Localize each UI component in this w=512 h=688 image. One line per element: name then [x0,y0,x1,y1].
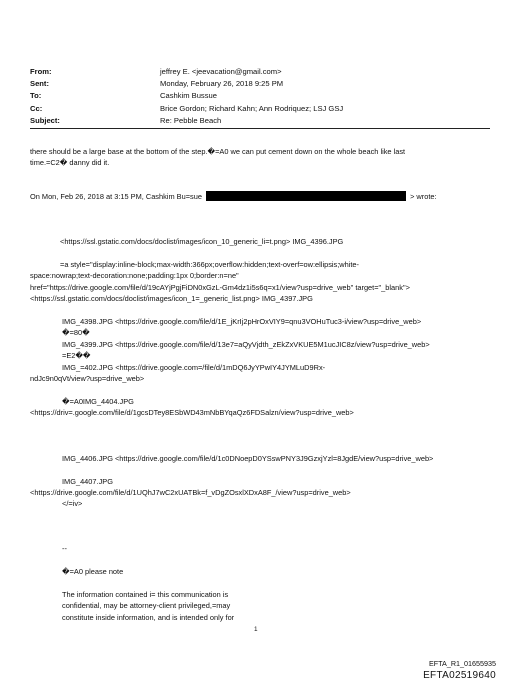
cc-value: Brice Gordon; Richard Kahn; Ann Rodriquez; LSJ GSJ [160,103,344,113]
confidential-line-2: confidential, may be attorney-client privileged,=may [62,601,231,611]
encoded-80-line: �=80� [62,328,90,338]
from-label: From: [30,67,52,76]
cc-row [30,103,490,115]
subject-row [30,115,490,127]
please-note-block [62,566,123,577]
closing-tag: </=iv> [62,499,83,508]
style-line-3: href="https://drive.google.com/file/d/19cAYjPgjFiDN0xGzL-Gm4dz1i5s6q=x1/view?usp=drive_web" target="_blank"> [30,282,410,292]
sent-label: Sent: [30,79,49,89]
to-row [30,90,490,102]
img-4404-block [62,396,134,407]
quoted-style-block [30,259,410,305]
link-icon-img-4396: <https://ssl.gstatic.com/docs/doclist/images/icon_10_generic_li=t.png> IMG_4396.JPG [60,237,344,246]
quoted-images-block [62,316,430,373]
img-4406-block [62,453,433,464]
confidentiality-notice [62,589,234,623]
reply-intro-suffix: > wrote: [410,192,437,201]
reply-intro-text: On Mon, Feb 26, 2018 at 3:15 PM, Cashkim Bu=sue [30,192,202,201]
from-value: jeffrey E. <jeevacation@gmail.com> [160,67,282,76]
confidential-line-3: constitute inside information, and is intended only for [62,612,235,622]
encoded-e2-line: =E2�� [62,351,91,361]
please-note: �=A0 please note [62,567,124,576]
img-4404-title: �=A0IMG_4404.JPG [62,397,134,406]
img-402-line-2: ndJc9n0qVt/view?usp=drive_web> [30,374,145,383]
email-header [30,66,490,127]
subject-value: Re: Pebble Beach [160,115,222,125]
img-4404-link-block [30,407,354,418]
bates-number-large: EFTA02519640 [423,670,496,681]
message-body [30,146,405,169]
cc-label: Cc: [30,103,43,113]
sent-row [30,78,490,90]
subject-label: Subject: [30,115,60,125]
style-line-1: =a style="display:inline-block;max-width:366px;overflow:hidden;text-overf=ow:ellipsis;white- [60,260,360,269]
closing-tag-block [62,498,82,509]
img-4407-link: <https://drive.google.com/file/d/1UQhJ7wC2xUATBk=f_vDgZOsxlXDxA8F_/view?usp=drive_web> [30,488,351,497]
img-4399-line: IMG_4399.JPG <https://drive.google.com/file/d/13e7=aQyVjdth_zEkZxVKUE5M1ucJIC8z/view?usp=drive_web> [62,339,430,349]
quoted-link-1 [60,236,343,247]
redaction-bar [206,191,406,201]
confidential-line-1: The information contained i= this communication is [62,590,229,599]
img-4407-title: IMG_4407.JPG [62,477,113,486]
img-402-line: IMG_=402.JPG <https://drive.google.com=/file/d/1mDQ6JyYPwIY4JYMLuD9Rx- [62,362,326,372]
img-4398-line: IMG_4398.JPG <https://drive.google.com/file/d/1E_jKrIj2pHrOxVIY9=qnu3VOHuTuc3-i/view?usp=drive_web> [62,317,422,326]
img-4407-block [62,476,113,487]
bates-number-small: EFTA_R1_01655935 [429,659,496,668]
header-divider [30,128,490,129]
body-line-2: time.=C2� danny did it. [30,158,110,168]
to-value: Cashkim Bussue [160,91,217,101]
img-4404-link: <https://driv=.google.com/file/d/1gcsDTey8ESbWD43mNbBYqaQz6FDSalzn/view?usp=drive_web> [30,408,354,417]
style-line-4: <https://ssl.gstatic.com/docs/doclist/images/icon_1=_generic_list.png> IMG_4397.JPG [30,294,313,304]
from-row [30,66,490,78]
body-line-1: there should be a large base at the bottom of the step.�=A0 we can put cement down on the whole beach like last [30,147,406,156]
img-402-continued [30,373,144,384]
page-number: 1 [254,626,258,633]
reply-intro [30,191,490,202]
img-4407-link-block [30,487,351,498]
img-4406-line: IMG_4406.JPG <https://drive.google.com/file/d/1c0DNoepD0YSswPNY3J9GzxjYzl=8JgdE/view?usp=drive_web> [62,454,434,463]
style-line-2: space:nowrap;text-decoration:none;padding:1px 0;border:n=ne" [30,271,239,281]
to-label: To: [30,91,42,101]
sent-value: Monday, February 26, 2018 9:25 PM [160,79,284,89]
signature-dashes [62,543,67,554]
dashes: -- [62,544,67,553]
